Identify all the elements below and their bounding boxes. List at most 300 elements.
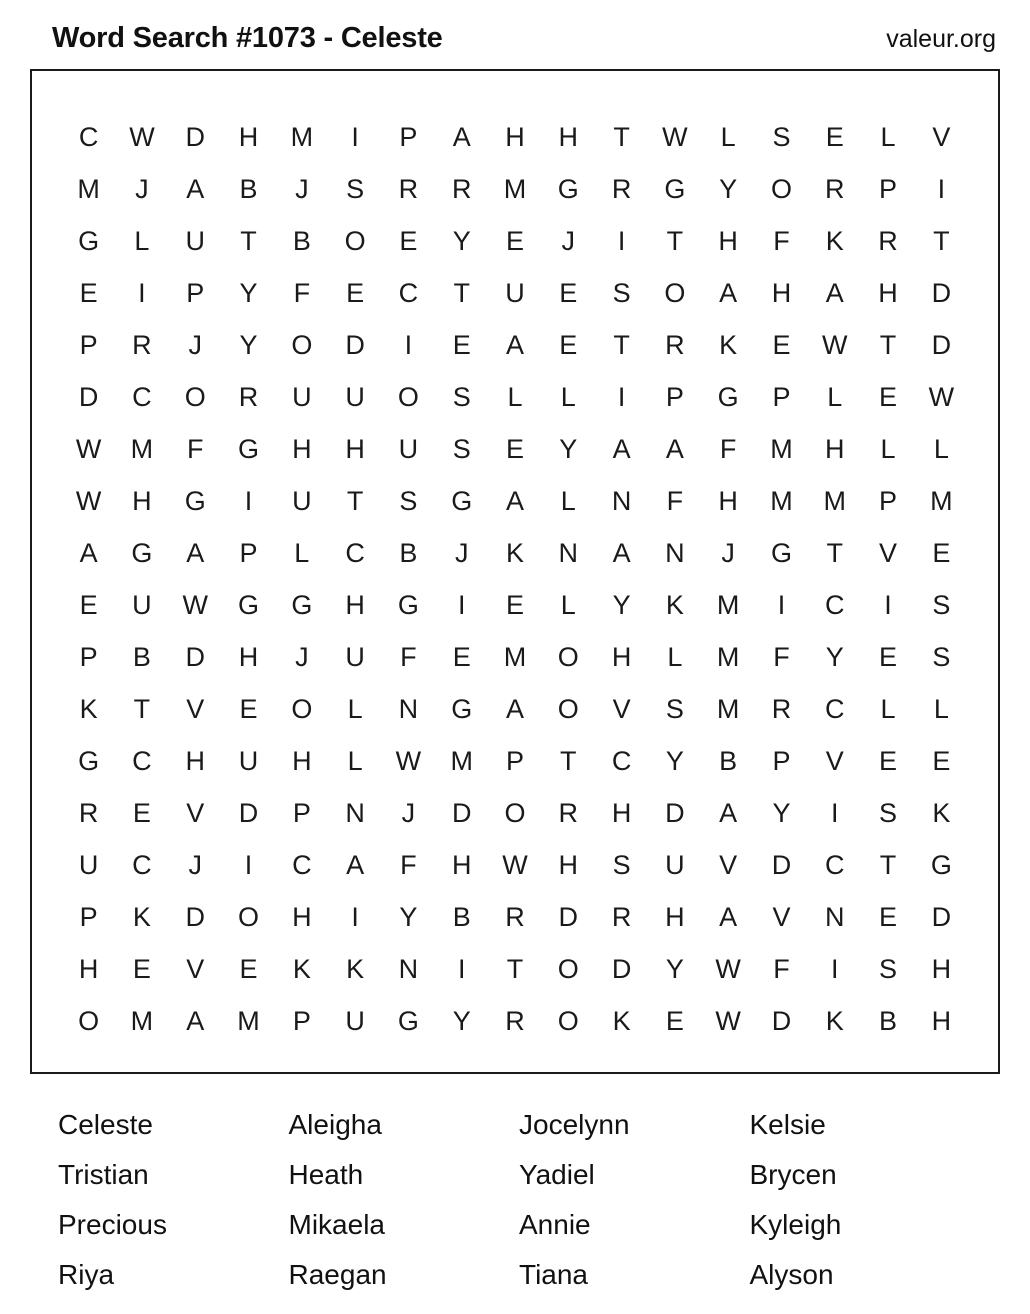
grid-cell[interactable]: W xyxy=(75,433,102,464)
grid-cell[interactable]: K xyxy=(932,797,951,828)
grid-cell[interactable]: W xyxy=(129,121,155,152)
grid-cell[interactable]: L xyxy=(880,693,896,724)
grid-cell[interactable]: R xyxy=(611,173,632,204)
grid-cell[interactable]: D xyxy=(185,641,205,672)
grid-cell[interactable]: A xyxy=(79,537,98,568)
grid-cell[interactable]: U xyxy=(185,225,205,256)
word-list-item[interactable]: Alyson xyxy=(749,1259,834,1290)
grid-cell[interactable]: H xyxy=(718,225,738,256)
grid-cell[interactable]: F xyxy=(400,849,417,880)
grid-cell[interactable]: M xyxy=(770,433,793,464)
word-list-item[interactable]: Yadiel xyxy=(519,1159,595,1190)
grid-cell[interactable]: T xyxy=(240,225,257,256)
grid-cell[interactable]: L xyxy=(507,381,523,412)
grid-cell[interactable]: R xyxy=(771,693,792,724)
grid-cell[interactable]: A xyxy=(346,849,365,880)
grid-cell[interactable]: G xyxy=(238,433,260,464)
grid-cell[interactable]: L xyxy=(933,693,949,724)
grid-cell[interactable]: B xyxy=(132,641,151,672)
grid-cell[interactable]: D xyxy=(345,329,365,360)
grid-cell[interactable]: G xyxy=(451,693,473,724)
grid-cell[interactable]: H xyxy=(931,953,952,984)
grid-cell[interactable]: K xyxy=(825,1005,844,1036)
grid-cell[interactable]: S xyxy=(932,589,951,620)
grid-cell[interactable]: K xyxy=(346,953,365,984)
grid-cell[interactable]: V xyxy=(879,537,898,568)
grid-cell[interactable]: I xyxy=(404,329,413,360)
grid-cell[interactable]: J xyxy=(295,173,309,204)
grid-cell[interactable]: P xyxy=(239,537,258,568)
grid-cell[interactable]: M xyxy=(930,485,953,516)
grid-cell[interactable]: H xyxy=(292,901,312,932)
grid-cell[interactable]: S xyxy=(612,277,631,308)
grid-cell[interactable]: G xyxy=(78,225,100,256)
grid-cell[interactable]: R xyxy=(238,381,259,412)
grid-cell[interactable]: U xyxy=(665,849,685,880)
grid-cell[interactable]: A xyxy=(719,797,738,828)
grid-cell[interactable]: C xyxy=(132,381,152,412)
grid-cell[interactable]: H xyxy=(558,849,579,880)
grid-cell[interactable]: A xyxy=(186,173,205,204)
grid-cell[interactable]: M xyxy=(130,1005,154,1036)
grid-cell[interactable]: O xyxy=(664,277,686,308)
grid-cell[interactable]: T xyxy=(613,121,630,152)
word-list-item[interactable]: Precious xyxy=(58,1209,167,1240)
grid-cell[interactable]: P xyxy=(879,485,898,516)
word-list-item[interactable]: Annie xyxy=(519,1209,591,1240)
grid-cell[interactable]: H xyxy=(238,121,259,152)
grid-cell[interactable]: C xyxy=(825,693,845,724)
grid-cell[interactable]: T xyxy=(133,693,151,724)
grid-cell[interactable]: F xyxy=(400,641,417,672)
grid-cell[interactable]: L xyxy=(560,485,576,516)
grid-cell[interactable]: U xyxy=(505,277,525,308)
grid-cell[interactable]: R xyxy=(611,901,632,932)
grid-cell[interactable]: E xyxy=(399,225,418,256)
grid-cell[interactable]: Y xyxy=(239,329,258,360)
grid-cell[interactable]: S xyxy=(346,173,365,204)
grid-cell[interactable]: M xyxy=(503,173,527,204)
grid-cell[interactable]: C xyxy=(611,745,632,776)
grid-cell[interactable]: T xyxy=(879,329,897,360)
grid-cell[interactable]: I xyxy=(351,901,359,932)
grid-cell[interactable]: G xyxy=(557,173,579,204)
grid-cell[interactable]: E xyxy=(825,121,844,152)
grid-cell[interactable]: E xyxy=(452,641,471,672)
grid-cell[interactable]: M xyxy=(130,433,154,464)
grid-cell[interactable]: D xyxy=(558,901,579,932)
grid-cell[interactable]: W xyxy=(662,121,688,152)
grid-cell[interactable]: W xyxy=(502,849,528,880)
word-list-item[interactable]: Celeste xyxy=(58,1109,153,1140)
grid-cell[interactable]: W xyxy=(395,745,422,776)
grid-cell[interactable]: D xyxy=(771,849,792,880)
grid-cell[interactable]: M xyxy=(716,641,740,672)
grid-cell[interactable]: O xyxy=(557,1005,579,1036)
grid-cell[interactable]: I xyxy=(244,849,253,880)
grid-cell[interactable]: W xyxy=(822,329,848,360)
grid-cell[interactable]: T xyxy=(613,329,630,360)
grid-cell[interactable]: K xyxy=(825,225,844,256)
grid-cell[interactable]: E xyxy=(505,433,524,464)
grid-cell[interactable]: V xyxy=(932,121,951,152)
grid-cell[interactable]: Y xyxy=(452,225,471,256)
grid-cell[interactable]: F xyxy=(773,641,790,672)
grid-cell[interactable]: O xyxy=(78,1005,100,1036)
grid-cell[interactable]: R xyxy=(78,797,99,828)
word-list-item[interactable]: Raegan xyxy=(288,1259,387,1290)
word-list-item[interactable]: Heath xyxy=(288,1159,364,1190)
grid-cell[interactable]: E xyxy=(346,277,365,308)
grid-cell[interactable]: G xyxy=(184,485,206,516)
grid-cell[interactable]: E xyxy=(932,537,951,568)
grid-cell[interactable]: H xyxy=(345,589,365,620)
grid-cell[interactable]: G xyxy=(664,173,686,204)
grid-cell[interactable]: M xyxy=(823,485,846,516)
grid-cell[interactable]: N xyxy=(825,901,845,932)
word-list-item[interactable]: Jocelynn xyxy=(519,1109,630,1140)
grid-cell[interactable]: P xyxy=(665,381,684,412)
grid-cell[interactable]: I xyxy=(937,173,946,204)
word-list-item[interactable]: Mikaela xyxy=(288,1209,385,1240)
grid-cell[interactable]: D xyxy=(185,121,205,152)
grid-cell[interactable]: J xyxy=(135,173,149,204)
grid-cell[interactable]: M xyxy=(77,173,100,204)
grid-cell[interactable]: T xyxy=(453,277,470,308)
grid-cell[interactable]: J xyxy=(454,537,469,568)
grid-cell[interactable]: O xyxy=(557,953,579,984)
grid-cell[interactable]: C xyxy=(132,745,152,776)
grid-cell[interactable]: C xyxy=(825,849,845,880)
grid-cell[interactable]: H xyxy=(825,433,845,464)
grid-cell[interactable]: G xyxy=(451,485,473,516)
grid-cell[interactable]: O xyxy=(504,797,526,828)
grid-cell[interactable]: N xyxy=(611,485,632,516)
grid-cell[interactable]: B xyxy=(719,745,738,776)
grid-cell[interactable]: W xyxy=(715,1005,741,1036)
grid-cell[interactable]: L xyxy=(667,641,683,672)
grid-cell[interactable]: I xyxy=(831,797,839,828)
grid-cell[interactable]: L xyxy=(880,433,896,464)
grid-cell[interactable]: V xyxy=(825,745,844,776)
grid-cell[interactable]: G xyxy=(238,589,260,620)
grid-cell[interactable]: V xyxy=(612,693,631,724)
grid-cell[interactable]: W xyxy=(75,485,102,516)
grid-cell[interactable]: I xyxy=(138,277,146,308)
grid-cell[interactable]: C xyxy=(78,121,99,152)
grid-cell[interactable]: E xyxy=(879,641,898,672)
grid-cell[interactable]: Y xyxy=(825,641,844,672)
word-list-item[interactable]: Kelsie xyxy=(749,1109,826,1140)
grid-cell[interactable]: D xyxy=(931,277,952,308)
grid-cell[interactable]: R xyxy=(505,901,525,932)
grid-cell[interactable]: R xyxy=(398,173,419,204)
grid-cell[interactable]: U xyxy=(345,1005,365,1036)
grid-cell[interactable]: K xyxy=(612,1005,631,1036)
grid-cell[interactable]: T xyxy=(879,849,897,880)
grid-cell[interactable]: E xyxy=(932,745,951,776)
grid-cell[interactable]: H xyxy=(505,121,525,152)
grid-cell[interactable]: Y xyxy=(559,433,578,464)
grid-cell[interactable]: Y xyxy=(665,953,684,984)
grid-cell[interactable]: S xyxy=(772,121,791,152)
grid-cell[interactable]: O xyxy=(397,381,419,412)
grid-cell[interactable]: U xyxy=(398,433,419,464)
grid-cell[interactable]: H xyxy=(238,641,259,672)
grid-cell[interactable]: B xyxy=(239,173,258,204)
grid-cell[interactable]: R xyxy=(132,329,152,360)
grid-cell[interactable]: A xyxy=(825,277,844,308)
grid-cell[interactable]: N xyxy=(398,953,419,984)
grid-cell[interactable]: H xyxy=(451,849,472,880)
grid-cell[interactable]: H xyxy=(611,797,632,828)
grid-cell[interactable]: B xyxy=(452,901,471,932)
word-list-item[interactable]: Tristian xyxy=(58,1159,149,1190)
grid-cell[interactable]: N xyxy=(665,537,685,568)
grid-cell[interactable]: R xyxy=(451,173,472,204)
grid-cell[interactable]: A xyxy=(665,433,684,464)
grid-cell[interactable]: P xyxy=(399,121,418,152)
grid-cell[interactable]: E xyxy=(505,225,524,256)
grid-cell[interactable]: A xyxy=(719,277,738,308)
grid-cell[interactable]: V xyxy=(772,901,791,932)
grid-cell[interactable]: F xyxy=(293,277,311,308)
grid-cell[interactable]: U xyxy=(238,745,259,776)
grid-cell[interactable]: P xyxy=(79,641,98,672)
grid-cell[interactable]: I xyxy=(244,485,253,516)
grid-cell[interactable]: H xyxy=(132,485,152,516)
grid-cell[interactable]: E xyxy=(79,277,98,308)
grid-cell[interactable]: W xyxy=(182,589,208,620)
grid-cell[interactable]: A xyxy=(452,121,471,152)
grid-cell[interactable]: P xyxy=(772,381,791,412)
word-list-item[interactable]: Kyleigh xyxy=(749,1209,842,1240)
grid-cell[interactable]: E xyxy=(879,381,898,412)
grid-cell[interactable]: H xyxy=(558,121,579,152)
grid-cell[interactable]: G xyxy=(397,589,419,620)
grid-cell[interactable]: M xyxy=(450,745,473,776)
grid-cell[interactable]: Y xyxy=(399,901,418,932)
grid-cell[interactable]: H xyxy=(78,953,99,984)
grid-cell[interactable]: K xyxy=(719,329,738,360)
grid-cell[interactable]: M xyxy=(716,589,740,620)
grid-cell[interactable]: B xyxy=(292,225,311,256)
grid-cell[interactable]: P xyxy=(879,173,898,204)
grid-cell[interactable]: H xyxy=(292,745,312,776)
grid-cell[interactable]: I xyxy=(617,225,626,256)
grid-cell[interactable]: S xyxy=(399,485,418,516)
grid-cell[interactable]: C xyxy=(132,849,152,880)
grid-cell[interactable]: H xyxy=(345,433,365,464)
grid-cell[interactable]: O xyxy=(291,693,313,724)
grid-cell[interactable]: L xyxy=(134,225,150,256)
grid-cell[interactable]: S xyxy=(665,693,684,724)
grid-cell[interactable]: D xyxy=(451,797,472,828)
grid-cell[interactable]: T xyxy=(666,225,684,256)
grid-cell[interactable]: G xyxy=(397,1005,419,1036)
grid-cell[interactable]: S xyxy=(879,797,898,828)
grid-cell[interactable]: K xyxy=(132,901,151,932)
grid-cell[interactable]: C xyxy=(292,849,312,880)
grid-cell[interactable]: B xyxy=(399,537,418,568)
grid-cell[interactable]: L xyxy=(560,589,576,620)
grid-cell[interactable]: L xyxy=(880,121,896,152)
grid-cell[interactable]: S xyxy=(932,641,951,672)
grid-cell[interactable]: D xyxy=(931,329,952,360)
grid-cell[interactable]: G xyxy=(131,537,153,568)
grid-cell[interactable]: E xyxy=(665,1005,684,1036)
grid-cell[interactable]: J xyxy=(721,537,735,568)
grid-cell[interactable]: U xyxy=(345,641,365,672)
grid-cell[interactable]: T xyxy=(346,485,364,516)
grid-cell[interactable]: J xyxy=(561,225,576,256)
grid-cell[interactable]: P xyxy=(79,329,98,360)
grid-cell[interactable]: G xyxy=(291,589,313,620)
grid-cell[interactable]: Y xyxy=(665,745,684,776)
grid-cell[interactable]: R xyxy=(558,797,579,828)
grid-cell[interactable]: T xyxy=(826,537,843,568)
grid-cell[interactable]: I xyxy=(777,589,786,620)
grid-cell[interactable]: D xyxy=(78,381,99,412)
grid-cell[interactable]: P xyxy=(772,745,791,776)
grid-cell[interactable]: N xyxy=(345,797,365,828)
grid-cell[interactable]: D xyxy=(931,901,952,932)
grid-cell[interactable]: O xyxy=(557,641,579,672)
grid-cell[interactable]: V xyxy=(186,953,205,984)
grid-cell[interactable]: D xyxy=(611,953,632,984)
grid-cell[interactable]: G xyxy=(717,381,739,412)
grid-cell[interactable]: H xyxy=(665,901,685,932)
grid-cell[interactable]: D xyxy=(665,797,685,828)
grid-cell[interactable]: E xyxy=(879,745,898,776)
grid-cell[interactable]: R xyxy=(878,225,898,256)
grid-cell[interactable]: F xyxy=(773,953,790,984)
grid-cell[interactable]: D xyxy=(771,1005,792,1036)
grid-cell[interactable]: L xyxy=(933,433,949,464)
grid-cell[interactable]: E xyxy=(505,589,524,620)
grid-cell[interactable]: O xyxy=(184,381,206,412)
grid-cell[interactable]: C xyxy=(398,277,419,308)
grid-cell[interactable]: S xyxy=(612,849,631,880)
grid-cell[interactable]: K xyxy=(505,537,524,568)
grid-cell[interactable]: K xyxy=(292,953,311,984)
grid-cell[interactable]: J xyxy=(188,849,202,880)
grid-cell[interactable]: W xyxy=(928,381,955,412)
grid-cell[interactable]: I xyxy=(457,589,466,620)
grid-cell[interactable]: M xyxy=(290,121,314,152)
grid-cell[interactable]: M xyxy=(716,693,740,724)
grid-cell[interactable]: O xyxy=(344,225,366,256)
grid-cell[interactable]: H xyxy=(292,433,312,464)
grid-cell[interactable]: U xyxy=(345,381,365,412)
grid-cell[interactable]: L xyxy=(560,381,576,412)
grid-cell[interactable]: R xyxy=(505,1005,525,1036)
grid-cell[interactable]: P xyxy=(292,1005,311,1036)
grid-cell[interactable]: H xyxy=(611,641,632,672)
grid-cell[interactable]: O xyxy=(557,693,579,724)
grid-cell[interactable]: A xyxy=(505,485,524,516)
grid-cell[interactable]: E xyxy=(79,589,98,620)
grid-cell[interactable]: F xyxy=(186,433,204,464)
grid-cell[interactable]: H xyxy=(771,277,792,308)
grid-cell[interactable]: W xyxy=(715,953,741,984)
grid-cell[interactable]: R xyxy=(665,329,685,360)
grid-cell[interactable]: I xyxy=(884,589,892,620)
grid-cell[interactable]: C xyxy=(345,537,365,568)
grid-cell[interactable]: F xyxy=(719,433,737,464)
grid-cell[interactable]: E xyxy=(239,693,258,724)
grid-cell[interactable]: Y xyxy=(239,277,258,308)
grid-cell[interactable]: I xyxy=(617,381,626,412)
grid-cell[interactable]: L xyxy=(294,537,310,568)
grid-cell[interactable]: E xyxy=(132,797,151,828)
grid-cell[interactable]: I xyxy=(457,953,466,984)
grid-cell[interactable]: N xyxy=(398,693,419,724)
grid-cell[interactable]: L xyxy=(347,745,363,776)
word-list-item[interactable]: Tiana xyxy=(519,1259,589,1290)
grid-cell[interactable]: E xyxy=(559,329,578,360)
grid-cell[interactable]: E xyxy=(132,953,151,984)
grid-cell[interactable]: O xyxy=(770,173,792,204)
grid-cell[interactable]: D xyxy=(185,901,205,932)
grid-cell[interactable]: S xyxy=(452,433,471,464)
grid-cell[interactable]: N xyxy=(558,537,579,568)
grid-cell[interactable]: L xyxy=(347,693,363,724)
grid-cell[interactable]: E xyxy=(452,329,471,360)
grid-cell[interactable]: T xyxy=(933,225,950,256)
grid-cell[interactable]: K xyxy=(665,589,684,620)
grid-cell[interactable]: U xyxy=(292,485,312,516)
grid-cell[interactable]: R xyxy=(825,173,845,204)
grid-cell[interactable]: V xyxy=(719,849,738,880)
grid-cell[interactable]: T xyxy=(506,953,524,984)
grid-cell[interactable]: M xyxy=(503,641,527,672)
grid-cell[interactable]: F xyxy=(666,485,684,516)
grid-cell[interactable]: B xyxy=(879,1005,898,1036)
grid-cell[interactable]: D xyxy=(238,797,259,828)
grid-cell[interactable]: Y xyxy=(772,797,791,828)
grid-cell[interactable]: A xyxy=(612,537,631,568)
grid-cell[interactable]: C xyxy=(825,589,845,620)
grid-cell[interactable]: S xyxy=(879,953,898,984)
grid-cell[interactable]: M xyxy=(237,1005,260,1036)
grid-cell[interactable]: H xyxy=(185,745,205,776)
grid-cell[interactable]: A xyxy=(505,693,524,724)
grid-cell[interactable]: M xyxy=(770,485,793,516)
grid-cell[interactable]: U xyxy=(292,381,312,412)
grid-cell[interactable]: J xyxy=(401,797,416,828)
grid-cell[interactable]: A xyxy=(505,329,524,360)
grid-cell[interactable]: Y xyxy=(719,173,738,204)
grid-cell[interactable]: J xyxy=(188,329,202,360)
grid-cell[interactable]: G xyxy=(770,537,792,568)
grid-cell[interactable]: A xyxy=(186,1005,205,1036)
grid-cell[interactable]: P xyxy=(79,901,98,932)
word-list-item[interactable]: Brycen xyxy=(749,1159,837,1190)
grid-cell[interactable]: U xyxy=(132,589,152,620)
grid-cell[interactable]: P xyxy=(505,745,524,776)
grid-cell[interactable]: A xyxy=(612,433,631,464)
grid-cell[interactable]: E xyxy=(239,953,258,984)
grid-cell[interactable]: P xyxy=(292,797,311,828)
grid-cell[interactable]: I xyxy=(351,121,359,152)
grid-cell[interactable]: E xyxy=(559,277,578,308)
grid-cell[interactable]: S xyxy=(452,381,471,412)
grid-cell[interactable]: O xyxy=(238,901,260,932)
grid-cell[interactable]: V xyxy=(186,693,205,724)
grid-cell[interactable]: H xyxy=(931,1005,952,1036)
grid-cell[interactable]: P xyxy=(186,277,205,308)
